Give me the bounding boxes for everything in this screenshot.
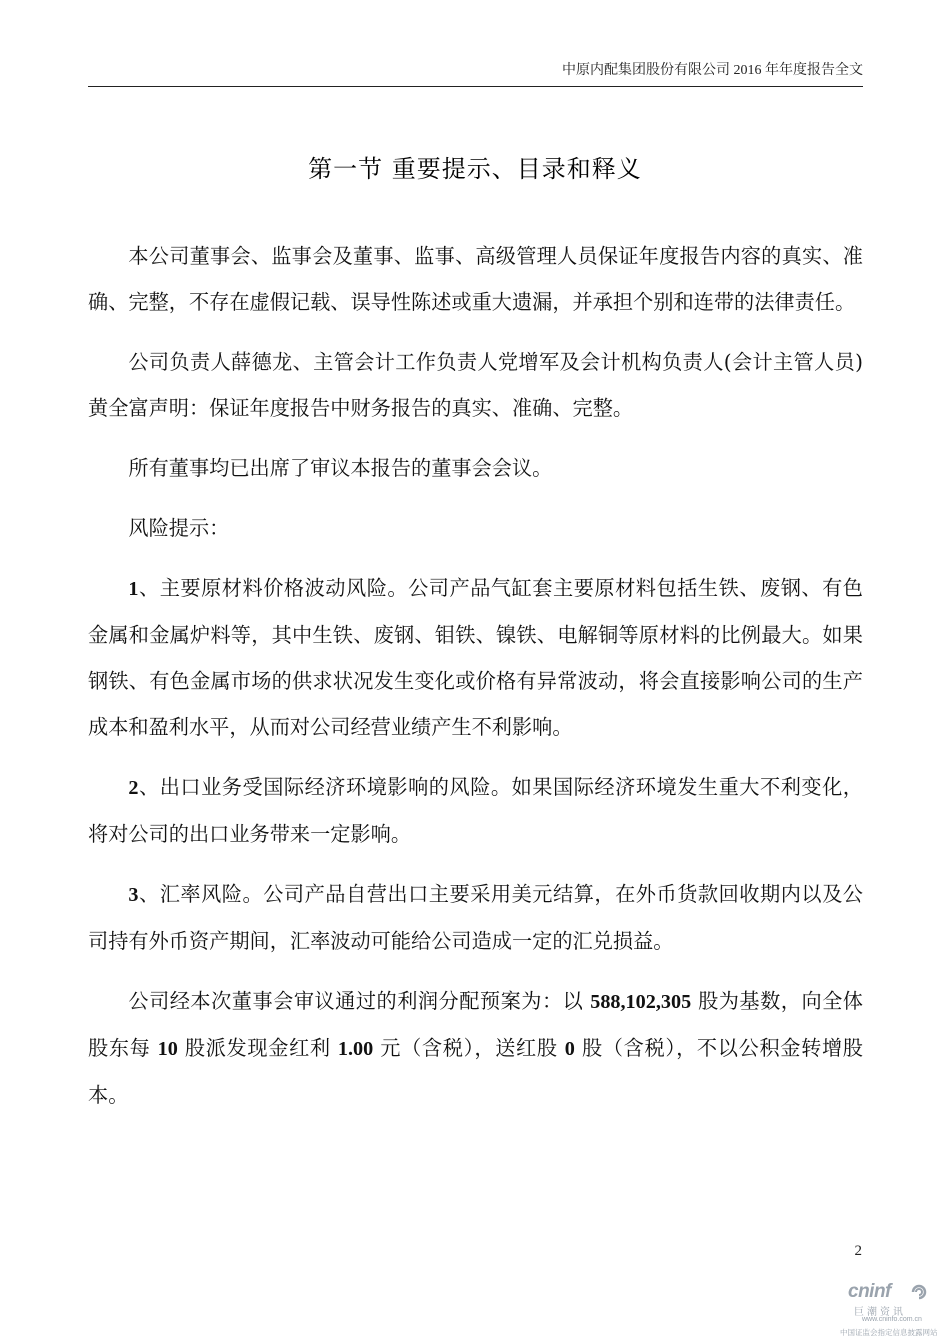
- risk-text: 、汇率风险。公司产品自营出口主要采用美元结算，在外币货款回收期内以及公司持有外币资产期间，汇率波动可能给公司造成一定的汇兑损益。: [88, 882, 863, 953]
- page-header: [88, 62, 863, 87]
- risk-text: 、主要原材料价格波动风险。公司产品气缸套主要原材料包括生铁、废钢、有色金属和金属炉料等，其中生铁、废钢、钼铁、镍铁、电解铜等原材料的比例最大。如果钢铁、有色金属市场的供求状况发生变化或价格有异常波动，将会直接影响公司的生产成本和盈利水平，从而对公司经营业绩产生不利影响。: [88, 576, 863, 739]
- watermark-logo-text: cninf: [848, 1281, 891, 1302]
- risk-heading: 风险提示：: [128, 516, 230, 540]
- watermark-subtitle: 中国证监会指定信息披露网站: [840, 1328, 938, 1337]
- document-body: [88, 233, 863, 1132]
- dividend-text: 股（含税），不以公积金转增股本。: [88, 1036, 863, 1107]
- share-base-value: 588,102,305: [590, 991, 692, 1013]
- dividend-text: 元（含税），送红股: [373, 1036, 565, 1060]
- responsibility-statement: 本公司董事会、监事会及董事、监事、高级管理人员保证年度报告内容的真实、准确、完整，不存在虚假记载、误导性陈述或重大遗漏，并承担个别和连带的法律责任。: [88, 244, 863, 314]
- risk-item-3: [88, 871, 863, 964]
- per-shares-value: 10: [157, 1038, 178, 1060]
- dividend-text: 股为基数，向全体股东每: [88, 989, 863, 1060]
- cninfo-logo-icon: [910, 1283, 928, 1301]
- dividend-text: 股派发现金红利: [177, 1036, 338, 1060]
- watermark-url: www.cninfo.com.cn: [862, 1316, 922, 1323]
- report-header-title: 中原内配集团股份有限公司 2016 年年度报告全文: [562, 63, 863, 78]
- watermark-cn-name: 巨潮资讯: [854, 1307, 906, 1318]
- cninfo-watermark: [838, 1281, 938, 1341]
- risk-item-2: [88, 764, 863, 857]
- risk-number: 3: [128, 884, 139, 906]
- page-number: 2: [854, 1243, 862, 1259]
- attendance-statement: 所有董事均已出席了审议本报告的董事会会议。: [128, 456, 553, 480]
- risk-number: 2: [128, 777, 139, 799]
- dividend-text: 公司经本次董事会审议通过的利润分配预案为：以: [128, 989, 591, 1013]
- risk-item-1: [88, 565, 863, 750]
- section-title: 第一节 重要提示、目录和释义: [308, 155, 642, 183]
- cash-dividend-value: 1.00: [337, 1038, 374, 1060]
- risk-text: 、出口业务受国际经济环境影响的风险。如果国际经济环境发生重大不利变化，将对公司的出口业务带来一定影响。: [88, 775, 863, 846]
- risk-number: 1: [128, 578, 139, 600]
- dividend-plan: [88, 978, 863, 1118]
- officer-declaration: 公司负责人薛德龙、主管会计工作负责人党增军及会计机构负责人(会计主管人员)黄全富声明：保证年度报告中财务报告的真实、准确、完整。: [88, 350, 863, 420]
- bonus-shares-value: 0: [564, 1038, 575, 1060]
